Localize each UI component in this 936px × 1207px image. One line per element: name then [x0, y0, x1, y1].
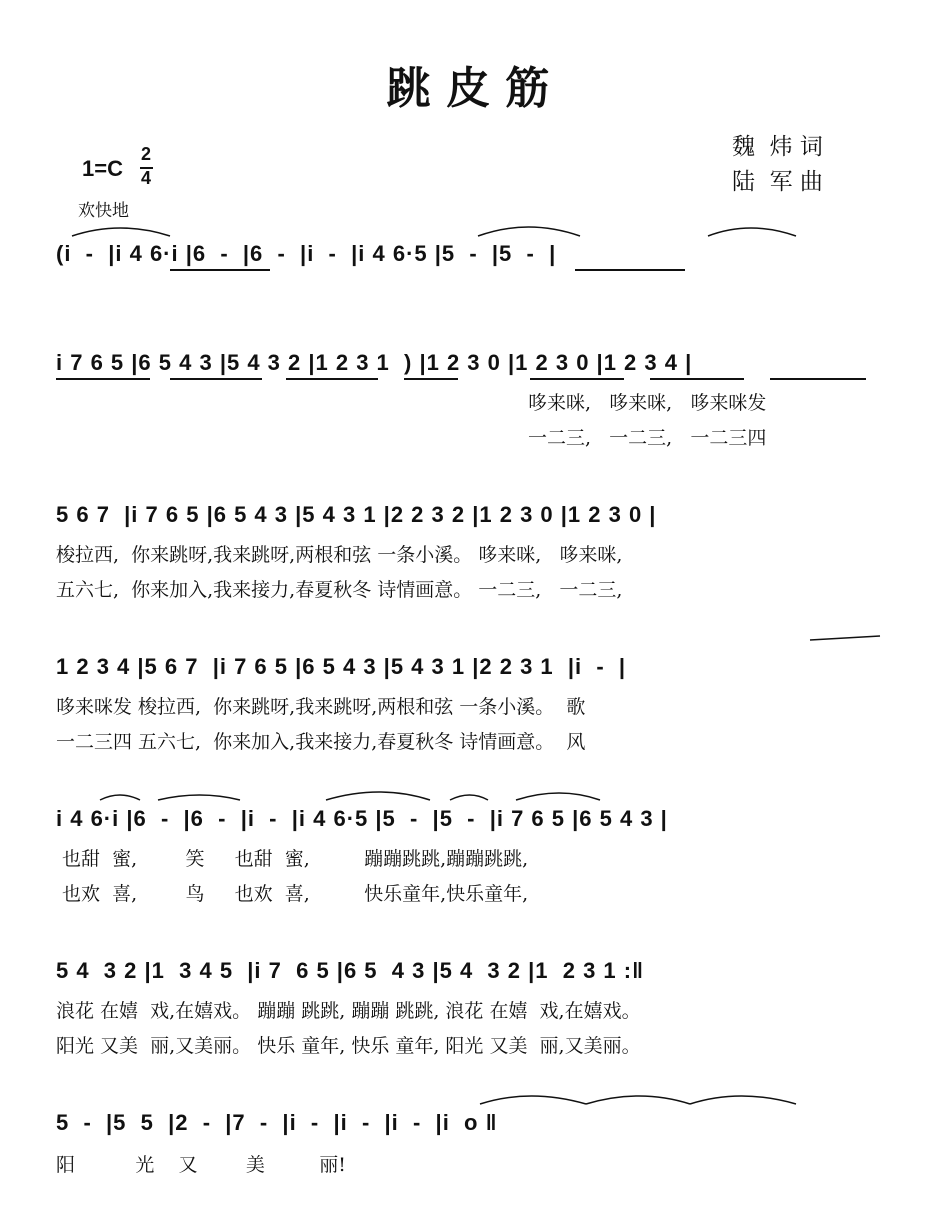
slur-5	[100, 795, 140, 800]
system-4-notes: 1 2 3 4 |5 6 7 |i 7 6 5 |6 5 4 3 |5 4 3 1 |2 2 3 1 |i - |	[56, 654, 627, 679]
system-2-lyrics-verse-2: 一二三, 一二三, 一二三四	[528, 427, 767, 449]
system-6-notes: 5 4 3 2 |1 3 4 5 |i 7 6 5 |6 5 4 3 |5 4 3 2 |1 2 3 1 :‖	[56, 958, 645, 983]
system-3-lyrics-verse-2: 五六七, 你来加入,我来接力,春夏秋冬 诗情画意。 一二三, 一二三,	[56, 579, 623, 601]
beams	[56, 270, 866, 379]
slurs	[72, 227, 880, 1104]
system-5-lyrics-verse-1: 也甜 蜜, 笑 也甜 蜜, 蹦蹦跳跳,蹦蹦跳跳,	[56, 848, 529, 870]
slur-1	[72, 228, 170, 236]
system-7-notes: 5 - |5 5 |2 - |7 - |i - |i - |i - |i o ‖	[56, 1110, 498, 1135]
time-signature-top: 2	[141, 144, 152, 164]
time-signature-bottom: 4	[141, 168, 152, 188]
slur-2	[478, 227, 580, 236]
system-2-lyrics-verse-1: 哆来咪, 哆来咪, 哆来咪发	[528, 392, 767, 414]
slur-9	[516, 793, 600, 800]
composer-credit: 陆 军 曲	[732, 169, 823, 195]
system-6-lyrics-verse-1: 浪花 在嬉 戏,在嬉戏。 蹦蹦 跳跳, 蹦蹦 跳跳, 浪花 在嬉 戏,在嬉戏。	[56, 1000, 641, 1022]
system-5-notes: i 4 6·i |6 - |6 - |i - |i 4 6·5 |5 - |5 - |i 7 6 5 |6 5 4 3 |	[56, 806, 668, 831]
score-title: 跳 皮 筋	[386, 63, 550, 114]
slur-3	[708, 228, 796, 236]
slur-11	[586, 1096, 690, 1104]
system-2-notes: i 7 6 5 |6 5 4 3 |5 4 3 2 |1 2 3 1 ) |1 2 3 0 |1 2 3 0 |1 2 3 4 |	[56, 350, 693, 375]
slur-4	[810, 636, 880, 640]
system-4-lyrics-verse-1: 哆来咪发 梭拉西, 你来跳呀,我来跳呀,两根和弦 一条小溪。 歌	[56, 696, 586, 718]
slur-12	[690, 1096, 796, 1104]
slur-6	[158, 795, 240, 800]
slur-10	[480, 1096, 586, 1104]
slur-7	[326, 792, 430, 800]
slur-8	[450, 795, 488, 800]
tempo-marking: 欢快地	[78, 201, 129, 221]
system-3-notes: 5 6 7 |i 7 6 5 |6 5 4 3 |5 4 3 1 |2 2 3 2 |1 2 3 0 |1 2 3 0 |	[56, 502, 657, 527]
system-5-lyrics-verse-2: 也欢 喜, 鸟 也欢 喜, 快乐童年,快乐童年,	[56, 883, 529, 905]
system-6-lyrics-verse-2: 阳光 又美 丽,又美丽。 快乐 童年, 快乐 童年, 阳光 又美 丽,又美丽。	[56, 1035, 641, 1057]
system-7-lyrics: 阳 光 又 美 丽!	[56, 1154, 346, 1176]
key-signature: 1=C	[82, 156, 123, 181]
system-1-notes: (i - |i 4 6·i |6 - |6 - |i - |i 4 6·5 |5 - |5 - |	[56, 241, 557, 266]
lyricist-credit: 魏 炜 词	[732, 134, 823, 160]
system-4-lyrics-verse-2: 一二三四 五六七, 你来加入,我来接力,春夏秋冬 诗情画意。 风	[56, 731, 586, 753]
system-3-lyrics-verse-1: 梭拉西, 你来跳呀,我来跳呀,两根和弦 一条小溪。 哆来咪, 哆来咪,	[56, 544, 623, 566]
